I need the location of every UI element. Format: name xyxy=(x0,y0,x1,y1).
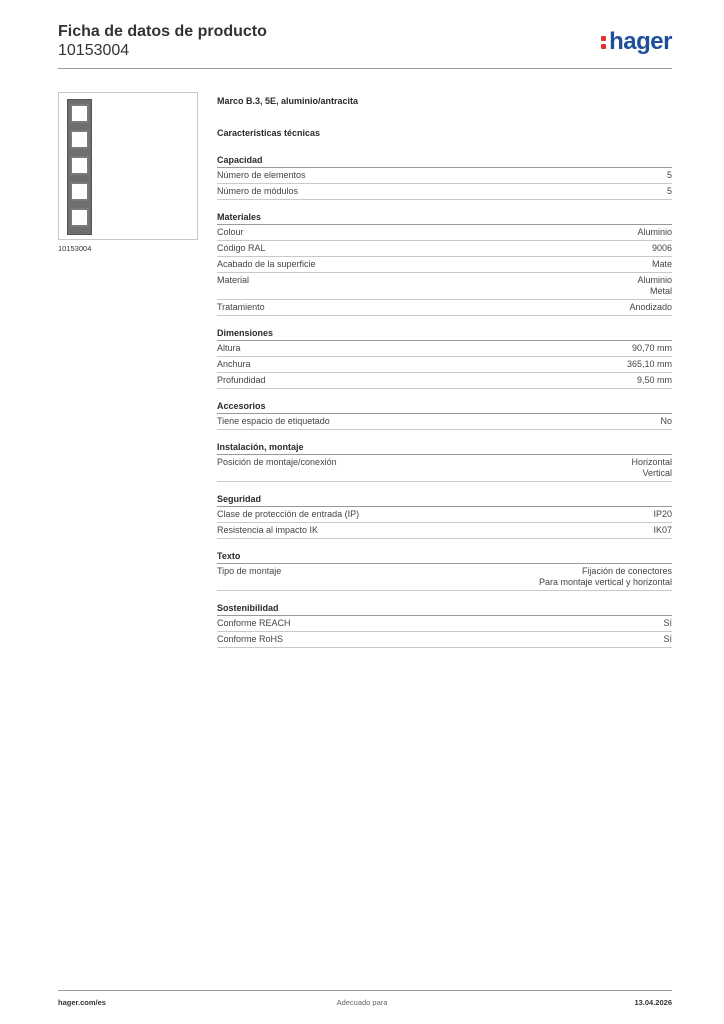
product-code: 10153004 xyxy=(58,42,130,59)
frame-slot xyxy=(70,208,89,227)
frame-slot xyxy=(70,156,89,175)
spec-value-line: Aluminio xyxy=(637,275,672,285)
spec-value-line: Sí xyxy=(663,634,672,644)
spec-section xyxy=(217,155,672,200)
section-title: Texto xyxy=(217,551,672,564)
section-title: Capacidad xyxy=(217,155,672,168)
spec-row xyxy=(217,564,672,591)
spec-value-line: No xyxy=(660,416,672,426)
spec-value-line: Fijación de conectores xyxy=(581,566,672,576)
frame-slot xyxy=(70,104,89,123)
spec-section xyxy=(217,603,672,648)
spec-row xyxy=(217,225,672,241)
spec-value-line: 9006 xyxy=(651,243,672,253)
spec-row xyxy=(217,241,672,257)
product-image-caption: 10153004 xyxy=(58,244,92,253)
spec-value xyxy=(627,359,672,370)
spec-row xyxy=(217,414,672,430)
spec-value xyxy=(637,227,672,238)
spec-value-line: Para montaje vertical y horizontal xyxy=(538,577,672,587)
spec-label: Posición de montaje/conexión xyxy=(217,457,337,467)
spec-row xyxy=(217,341,672,357)
spec-value xyxy=(629,302,672,313)
spec-value-line: IP20 xyxy=(653,509,672,519)
spec-label: Material xyxy=(217,275,250,285)
spec-row xyxy=(217,523,672,539)
spec-value xyxy=(663,618,672,629)
spec-label: Anchura xyxy=(217,359,251,369)
spec-value-line: Horizontal xyxy=(631,457,672,467)
spec-value xyxy=(667,170,672,181)
spec-content xyxy=(217,96,672,660)
spec-label: Número de módulos xyxy=(217,186,299,196)
section-title: Materiales xyxy=(217,212,672,225)
spec-label: Tratamiento xyxy=(217,302,265,312)
spec-value-line: IK07 xyxy=(653,525,672,535)
spec-value-line: Aluminio xyxy=(637,227,672,237)
hager-logo[interactable] xyxy=(601,28,672,56)
spec-value-line: Anodizado xyxy=(629,302,672,312)
section-title: Sostenibilidad xyxy=(217,603,672,616)
frame-slot xyxy=(70,130,89,149)
spec-label: Clase de protección de entrada (IP) xyxy=(217,509,360,519)
document-header xyxy=(58,22,267,60)
spec-section xyxy=(217,401,672,430)
spec-label: Profundidad xyxy=(217,375,266,385)
spec-value-line: 5 xyxy=(666,186,672,196)
frame-slot xyxy=(70,182,89,201)
spec-label: Código RAL xyxy=(217,243,266,253)
spec-label: Resistencia al impacto IK xyxy=(217,525,319,535)
spec-value-line: 365,10 mm xyxy=(626,359,672,369)
logo-text: hager xyxy=(609,28,672,55)
spec-value xyxy=(631,457,672,479)
logo-dots-icon xyxy=(601,34,607,50)
product-image xyxy=(58,92,198,240)
spec-value-line: Mate xyxy=(651,259,672,269)
footer-suitable-for: Adecuado para xyxy=(336,998,388,1007)
spec-value xyxy=(539,566,672,588)
product-name: Marco B.3, 5E, aluminio/antracita xyxy=(217,96,359,106)
spec-value xyxy=(637,375,672,386)
header-divider xyxy=(58,68,672,69)
spec-label: Tipo de montaje xyxy=(217,566,282,576)
spec-value-line: 9,50 mm xyxy=(636,375,672,385)
section-title: Accesorios xyxy=(217,401,672,414)
spec-value-line: Sí xyxy=(663,618,672,628)
spec-value xyxy=(653,509,672,520)
section-title: Instalación, montaje xyxy=(217,442,672,455)
spec-label: Tiene espacio de etiquetado xyxy=(217,416,330,426)
spec-row xyxy=(217,455,672,482)
spec-value xyxy=(652,243,672,254)
spec-row xyxy=(217,257,672,273)
spec-sections xyxy=(217,155,672,648)
frame-illustration xyxy=(67,99,92,235)
spec-row xyxy=(217,632,672,648)
spec-label: Número de elementos xyxy=(217,170,306,180)
footer-website[interactable]: hager.com/es xyxy=(58,998,106,1007)
section-title: Seguridad xyxy=(217,494,672,507)
spec-value xyxy=(660,416,672,427)
spec-value-line: 5 xyxy=(666,170,672,180)
spec-value-line: 90,70 mm xyxy=(631,343,672,353)
spec-value xyxy=(653,525,672,536)
spec-section xyxy=(217,442,672,482)
spec-row xyxy=(217,273,672,300)
spec-row xyxy=(217,507,672,523)
spec-value-line: Vertical xyxy=(642,468,672,478)
technical-characteristics-title: Características técnicas xyxy=(217,128,321,138)
spec-label: Conforme RoHS xyxy=(217,634,284,644)
spec-value xyxy=(632,343,672,354)
spec-section xyxy=(217,328,672,389)
spec-label: Colour xyxy=(217,227,244,237)
section-title: Dimensiones xyxy=(217,328,672,341)
spec-row xyxy=(217,616,672,632)
spec-row xyxy=(217,168,672,184)
spec-row xyxy=(217,300,672,316)
spec-row xyxy=(217,184,672,200)
footer-date: 13.04.2026 xyxy=(634,998,672,1007)
spec-label: Conforme REACH xyxy=(217,618,291,628)
spec-section xyxy=(217,212,672,316)
footer-divider xyxy=(58,990,672,991)
spec-value-line: Metal xyxy=(649,286,672,296)
spec-value xyxy=(667,186,672,197)
spec-value xyxy=(637,275,672,297)
document-title: Ficha de datos de producto xyxy=(58,23,267,40)
spec-label: Altura xyxy=(217,343,241,353)
spec-section xyxy=(217,494,672,539)
spec-value xyxy=(663,634,672,645)
spec-row xyxy=(217,373,672,389)
spec-value xyxy=(652,259,672,270)
spec-row xyxy=(217,357,672,373)
spec-label: Acabado de la superficie xyxy=(217,259,316,269)
spec-section xyxy=(217,551,672,591)
